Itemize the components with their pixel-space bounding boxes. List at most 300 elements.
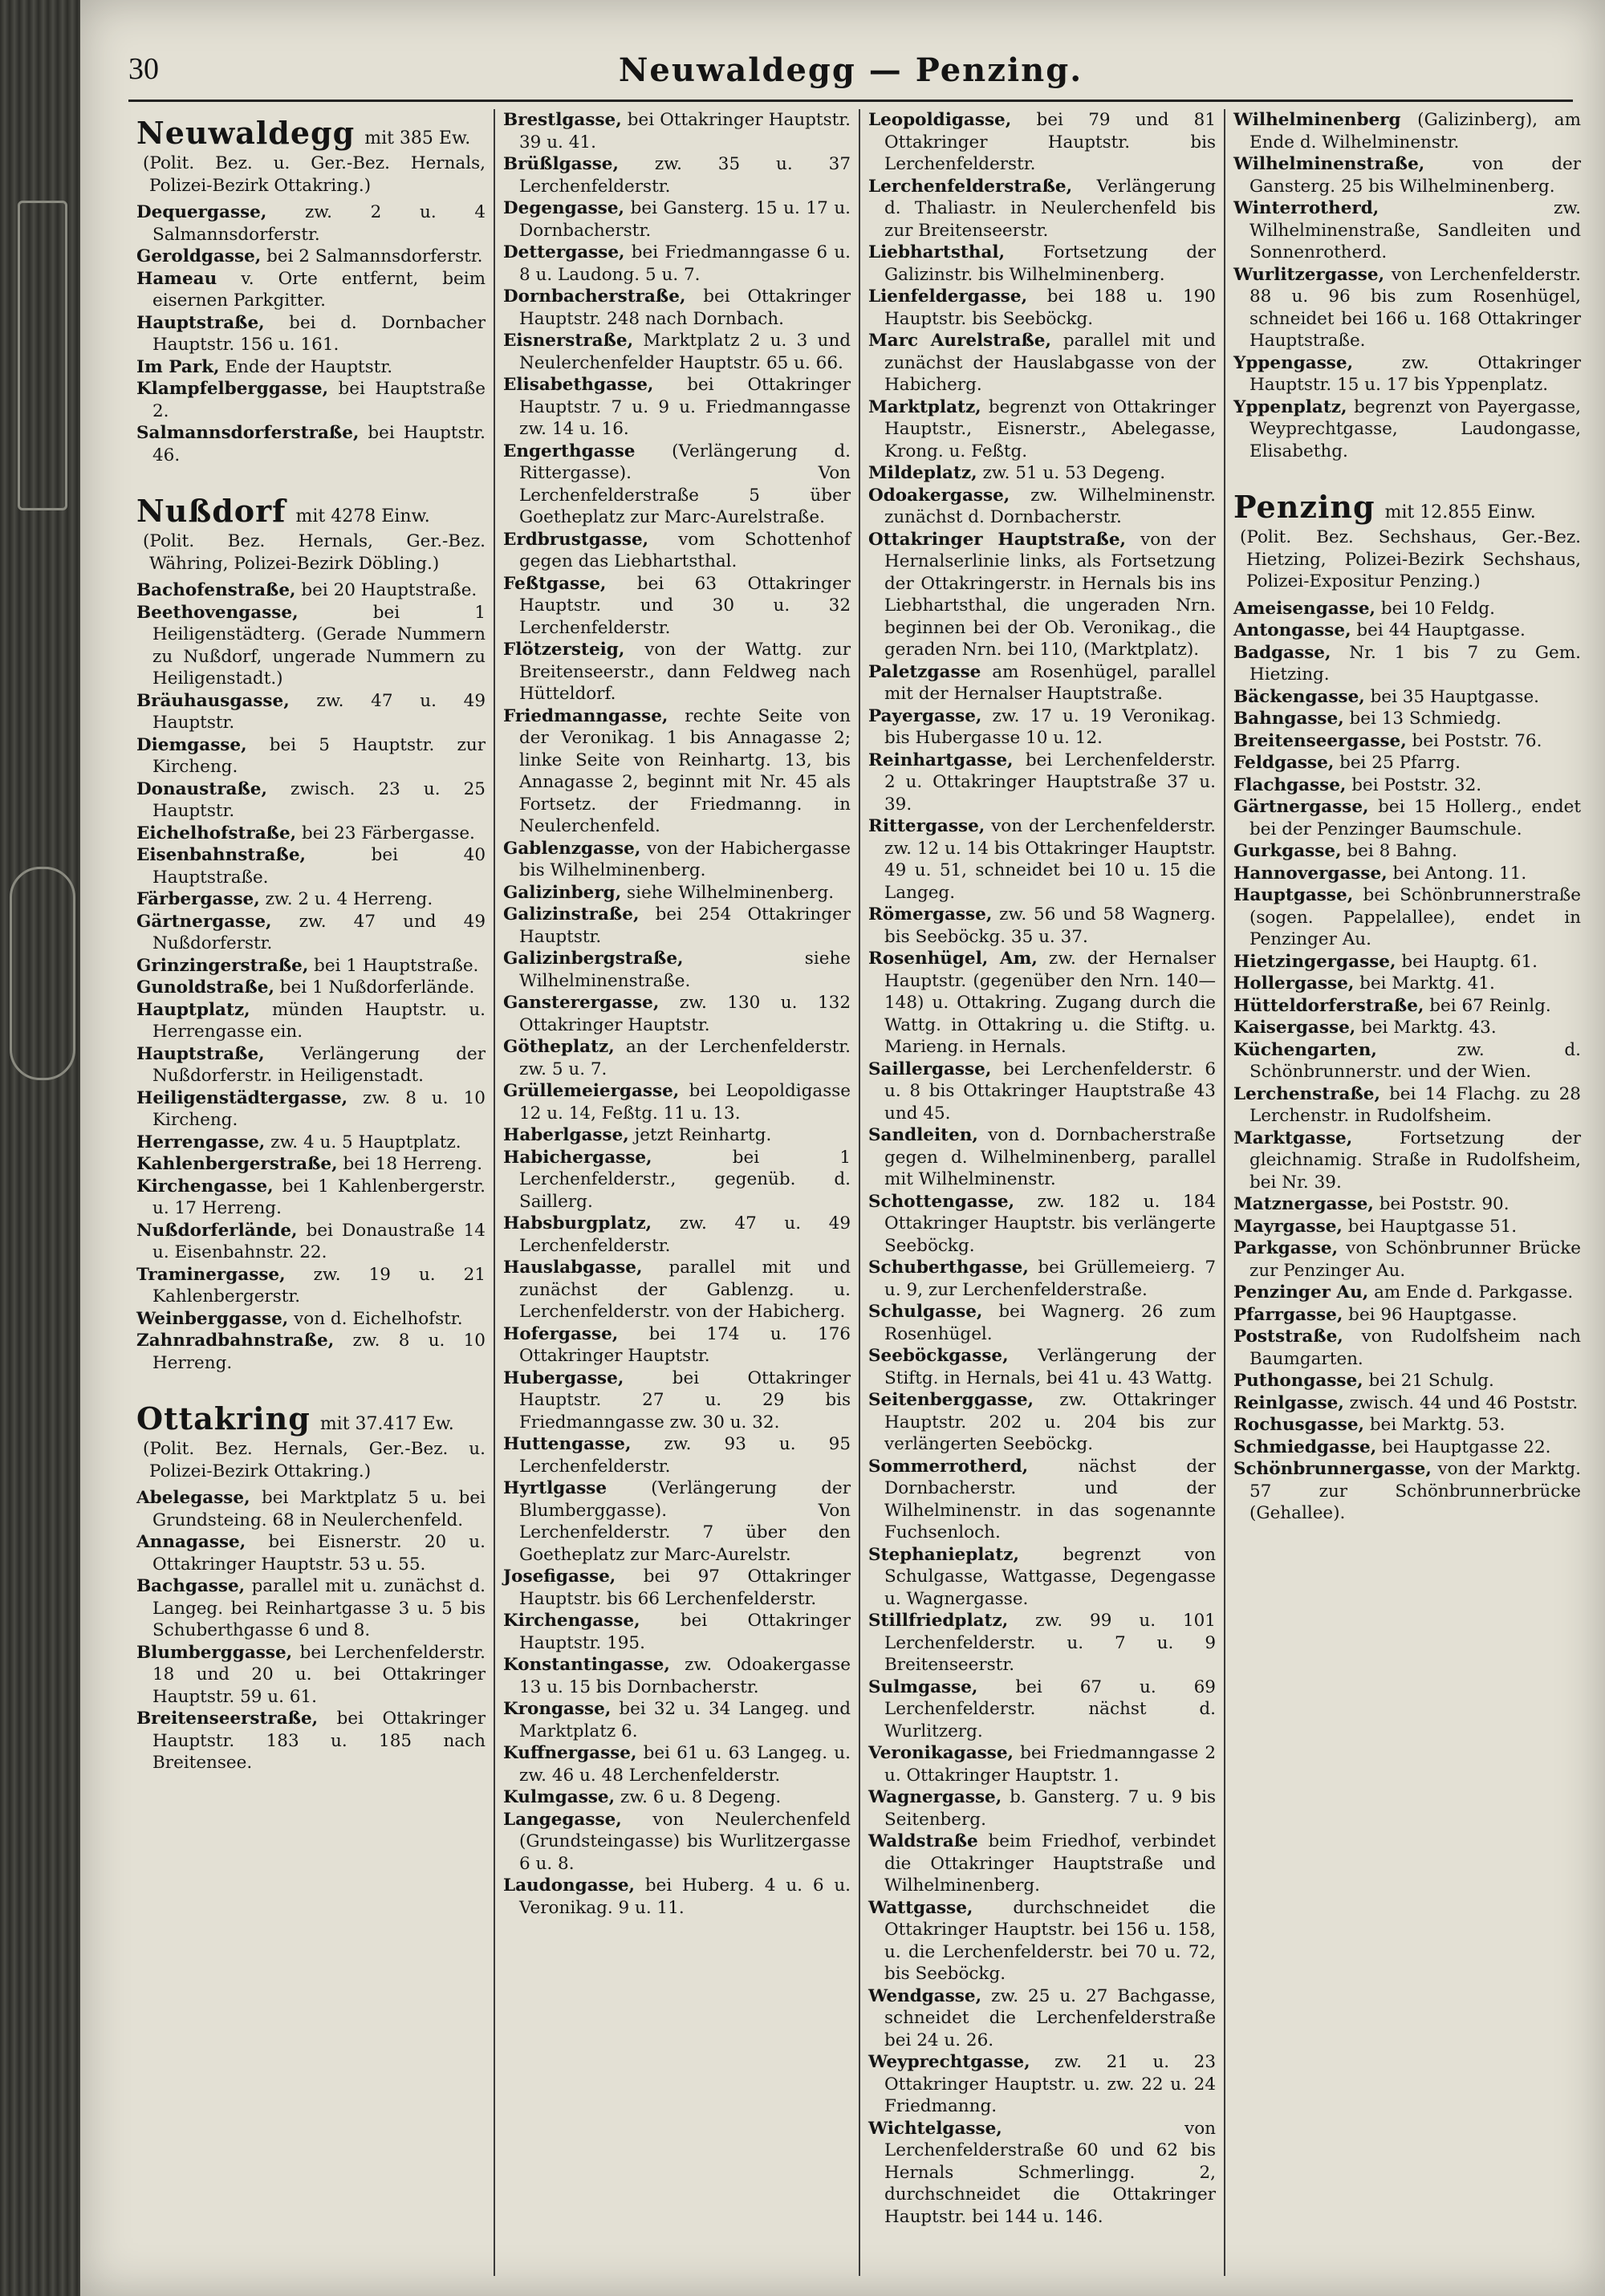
street-location: zw. Ottakringer Hauptstr. 202 u. 204 bis zur verlängerten Seeböckg. (884, 1390, 1216, 1454)
street-entry (136, 690, 486, 734)
street-name: Schuberthgasse, (868, 1258, 1029, 1278)
street-location: bei Wagnerg. 26 zum Rosenhügel. (884, 1302, 1216, 1344)
street-entry (503, 529, 851, 573)
street-entry (136, 1708, 486, 1774)
street-name: Engerthgasse (503, 441, 636, 461)
street-entry (1233, 1414, 1581, 1437)
street-name: Flachgasse, (1233, 774, 1347, 795)
street-entry (868, 904, 1216, 948)
street-name: Hannovergasse, (1233, 863, 1388, 884)
street-name: Konstantingasse, (503, 1655, 670, 1675)
street-entry (1233, 730, 1581, 753)
street-entry (868, 1124, 1216, 1191)
street-entry (1233, 884, 1581, 951)
street-name: Beethovengasse, (136, 602, 299, 623)
street-entry (136, 312, 486, 356)
street-entry (136, 579, 486, 602)
street-entry (503, 441, 851, 529)
street-entry (503, 1367, 851, 1434)
street-entry (136, 246, 486, 268)
street-entry (136, 955, 486, 977)
street-name: Bachofenstraße, (136, 580, 296, 600)
street-location: zw. Wilhelminenstr. zunächst d. Dornbacherstr. (884, 485, 1216, 527)
street-location: durchschneidet die Ottakringer Hauptstr. bei 156 u. 158, u. die Lerchenfelderstr. bei 70 u. 72, bis Seeböckg. (884, 1897, 1216, 1984)
street-location: von d. Dornbacherstraße gegen d. Wilhelminenberg, parallel mit Wilhelminenstr. (884, 1125, 1216, 1189)
street-name: Marc Aurelstraße, (868, 331, 1051, 351)
street-location: zw. Wilhelminenstraße, Sandleiten und Sonnenrotherd. (1249, 198, 1581, 262)
street-name: Kaisergasse, (1233, 1018, 1356, 1038)
street-entry (136, 268, 486, 312)
street-location: bei 61 u. 63 Langeg. u. zw. 46 u. 48 Lerchenfelderstr. (519, 1743, 851, 1786)
street-location: von der Gansterg. 25 bis Wilhelminenberg. (1249, 154, 1581, 197)
street-name: Weyprechtgasse, (868, 2052, 1030, 2072)
street-name: Hyrtlgasse (503, 1478, 607, 1498)
street-name: Schottengasse, (868, 1191, 1015, 1212)
street-entry (136, 1308, 486, 1331)
street-name: Hubergasse, (503, 1367, 624, 1388)
section-name: Nußdorf (136, 493, 286, 529)
street-name: Gärtnergasse, (1233, 797, 1369, 817)
street-entry (136, 1575, 486, 1642)
street-location: von der Lerchenfelderstr. zw. 12 u. 14 bis Ottakringer Hauptstr. 49 u. 51, schneidet bei 10 u. 15 die Langeg. (884, 816, 1216, 903)
street-entry (503, 1124, 851, 1147)
street-location: bei Marktg. 53. (1364, 1415, 1505, 1435)
street-entry (136, 602, 486, 690)
street-location: bei Hauptgasse 22. (1376, 1437, 1551, 1457)
street-location: zw. 2 u. 4 Herreng. (259, 889, 433, 909)
street-location: siehe Wilhelminenstraße. (519, 949, 851, 991)
street-location: bei Hauptstraße 2. (152, 379, 486, 421)
street-entry (868, 242, 1216, 286)
street-entry (1233, 642, 1581, 686)
street-location: bei Huberg. 4 u. 6 u. Veronikag. 9 u. 11. (519, 1875, 851, 1918)
street-location: bei 18 Herreng. (337, 1154, 483, 1174)
street-entry (868, 1345, 1216, 1389)
street-entry (503, 1698, 851, 1742)
street-name: Hauptgasse, (1233, 885, 1354, 905)
street-name: Färbergasse, (136, 889, 260, 909)
population-count: mit 4278 Einw. (295, 506, 430, 526)
street-location: zw. 47 u. 49 Lerchenfelderstr. (519, 1213, 851, 1256)
street-location: bei 1 Heiligenstädterg. (Gerade Nummern zu Nußdorf, ungerade Nummern zu Heiligenstadt.) (152, 602, 486, 689)
street-entry (136, 888, 486, 911)
street-location: parallel mit u. zunächst d. Langeg. bei Reinhartgasse 3 u. 5 bis Schuberthgasse 6 und 8. (152, 1576, 486, 1640)
street-name: Antongasse, (1233, 620, 1351, 640)
street-name: Wurlitzergasse, (1233, 264, 1385, 285)
street-name: Odoakergasse, (868, 485, 1010, 506)
street-location: bei Ottakringer Hauptstr. 39 u. 41. (519, 110, 851, 152)
street-entry (1233, 686, 1581, 709)
street-entry (503, 197, 851, 242)
street-name: Badgasse, (1233, 642, 1331, 663)
street-entry (136, 1531, 486, 1575)
street-location: bei 188 u. 190 Hauptstr. bis Seeböckg. (884, 286, 1216, 329)
street-entry (503, 904, 851, 948)
street-name: Waldstraße (868, 1831, 978, 1851)
street-location: zw. 6 u. 8 Degeng. (615, 1787, 782, 1807)
street-name: Kirchengasse, (136, 1176, 274, 1197)
street-name: Römergasse, (868, 904, 993, 924)
street-entry (503, 374, 851, 441)
street-location: bei 23 Färbergasse. (296, 823, 475, 843)
street-name: Grüllemeiergasse, (503, 1081, 680, 1101)
street-name: Klampfelberggasse, (136, 379, 329, 399)
street-location: bei 1 Hauptstraße. (308, 955, 479, 976)
section-district-info: (Polit. Bez. Hernals, Ger.-Bez. Währing, Polizei-Bezirk Döbling.) (143, 531, 486, 574)
street-name: Laudongasse, (503, 1875, 636, 1896)
street-location: an der Lerchenfelderstr. zw. 5 u. 7. (519, 1037, 851, 1079)
street-entry (1233, 951, 1581, 973)
street-entry (136, 844, 486, 888)
street-location: bei Poststr. 32. (1346, 774, 1482, 795)
column-3 (859, 109, 1224, 2276)
street-location: von d. Eichelhofstr. (288, 1308, 463, 1329)
street-name: Hauptstraße, (136, 1043, 265, 1064)
street-location: von Neulerchenfeld (Grundsteingasse) bis Wurlitzergasse 6 u. 8. (519, 1809, 851, 1874)
column-1 (128, 109, 494, 2276)
street-location: bei 40 Hauptstraße. (152, 845, 486, 888)
street-entry (503, 1257, 851, 1323)
street-name: Zahnradbahnstraße, (136, 1331, 335, 1351)
street-location: zwisch. 44 und 46 Poststr. (1343, 1392, 1579, 1413)
street-location: bei Lerchenfelderstr. 6 u. 8 bis Ottakringer Hauptstraße 43 und 45. (884, 1059, 1216, 1124)
street-entry (136, 977, 486, 999)
street-location: bei Ottakringer Hauptstr. 7 u. 9 u. Friedmanngasse zw. 14 u. 16. (519, 375, 851, 439)
street-entry (1233, 109, 1581, 153)
street-entry (503, 1786, 851, 1809)
street-location: bei 15 Hollerg., endet bei der Penzinger Baumschule. (1249, 797, 1581, 839)
street-location: bei 97 Ottakringer Hauptstr. bis 66 Lerchenfelderstr. (519, 1567, 851, 1609)
street-location: bei Schönbrunnerstraße (sogen. Pappelallee), endet in Penzinger Au. (1249, 885, 1581, 949)
street-name: Ameisengasse, (1233, 598, 1376, 619)
street-location: zw. 130 u. 132 Ottakringer Hauptstr. (519, 993, 851, 1035)
street-location: begrenzt von Schulgasse, Wattgasse, Degengasse u. Wagnergasse. (884, 1544, 1216, 1609)
street-location: bei Ottakringer Hauptstr. 183 u. 185 nach Breitensee. (152, 1709, 486, 1773)
street-entry (503, 1213, 851, 1257)
street-name: Erdbrustgasse, (503, 529, 649, 550)
street-location: zw. der Hernalser Hauptstr. (gegenüber den Nrn. 140—148) u. Ottakring. Zugang durch die Wattg. in Ottakring u. die Stiftg. u. Marieng. in Hernals. (884, 949, 1217, 1057)
street-location: bei 1 Kahlenbergerstr. u. 17 Herreng. (152, 1176, 486, 1218)
street-entry (503, 1477, 851, 1566)
street-location: münden Hauptstr. u. Herrengasse ein. (152, 999, 486, 1042)
street-location: bei Antong. 11. (1387, 863, 1527, 884)
street-name: Friedmanngasse, (503, 705, 668, 726)
street-location: bei 254 Ottakringer Hauptstr. (519, 904, 851, 947)
street-entry (503, 1809, 851, 1875)
street-entry (868, 1610, 1216, 1676)
section-name: Ottakring (136, 1400, 311, 1437)
street-name: Eisnerstraße, (503, 331, 634, 351)
street-entry (136, 356, 486, 379)
street-name: Wagnergasse, (868, 1787, 1002, 1807)
street-location: bei 67 Reinlg. (1424, 995, 1551, 1016)
street-name: Veronikagasse, (868, 1743, 1014, 1763)
street-location: zw. 47 und 49 Nußdorferstr. (152, 911, 486, 953)
street-name: Dequergasse, (136, 202, 267, 222)
street-entry (868, 330, 1216, 396)
street-name: Abelegasse, (136, 1488, 250, 1508)
street-entry (136, 911, 486, 955)
street-name: Feßtgasse, (503, 573, 607, 594)
street-name: Breitenseerstraße, (136, 1709, 319, 1729)
street-location: Verlängerung der Stiftg. in Hernals, bei 41 u. 43 Wattg. (884, 1346, 1216, 1388)
street-name: Krongasse, (503, 1699, 612, 1719)
street-name: Pfarrgasse, (1233, 1304, 1343, 1325)
street-entry (503, 838, 851, 882)
street-entry (868, 750, 1216, 816)
street-location: siehe Wilhelminenberg. (621, 882, 835, 903)
street-location: bei 21 Schulg. (1363, 1371, 1494, 1391)
street-entry (1233, 197, 1581, 264)
street-entry (503, 1433, 851, 1477)
street-location: bei Poststr. 90. (1373, 1194, 1510, 1214)
header-rule (128, 100, 1573, 102)
street-entry (868, 1676, 1216, 1743)
street-location: bei 1 Lerchenfelderstr., gegenüb. d. Saillerg. (519, 1147, 851, 1212)
street-location: Nr. 1 bis 7 zu Gem. Hietzing. (1249, 642, 1581, 685)
section-heading-ottakring (136, 1401, 486, 1437)
street-location: von Rudolfsheim nach Baumgarten. (1249, 1327, 1581, 1369)
street-location: bei Friedmanngasse 2 u. Ottakringer Hauptstr. 1. (884, 1743, 1216, 1786)
street-location: zw. 4 u. 5 Hauptplatz. (265, 1132, 461, 1152)
street-name: Huttengasse, (503, 1434, 632, 1454)
street-entry (1233, 1216, 1581, 1238)
street-entry (136, 1220, 486, 1264)
street-name: Sulmgasse, (868, 1676, 978, 1697)
street-name: Traminergasse, (136, 1264, 286, 1285)
street-location: nächst der Dornbacherstr. und der Wilhelminenstr. in das sogenannte Fuchsenloch. (884, 1456, 1216, 1542)
street-location: zw. 35 u. 37 Lerchenfelderstr. (519, 154, 851, 197)
street-entry (503, 1742, 851, 1786)
page-number: 30 (128, 52, 159, 86)
street-location: zw. 56 und 58 Wagnerg. bis Seeböckg. 35 u. 37. (884, 904, 1216, 947)
street-location: zw. Odoakergasse 13 u. 15 bis Dornbacherstr. (519, 1655, 851, 1697)
street-location: bei 79 und 81 Ottakringer Hauptstr. bis Lerchenfelderstr. (884, 110, 1216, 174)
street-entry (868, 286, 1216, 330)
street-location: von Lerchenfelderstr. 88 u. 96 bis zum Rosenhügel, schneidet bei 166 u. 168 Ottakringer Hauptstraße. (1249, 264, 1581, 351)
street-location: bei d. Dornbacher Hauptstr. 156 u. 161. (152, 312, 486, 355)
street-name: Wendgasse, (868, 1985, 982, 2006)
street-location: Fortsetzung der Galizinstr. bis Wilhelminenberg. (884, 242, 1216, 285)
street-entry (503, 992, 851, 1036)
street-name: Weinberggasse, (136, 1308, 289, 1329)
street-location: von Lerchenfelderstraße 60 und 62 bis Hernals Schmerlingg. 2, durchschneidet die Ottakringer Hauptstr. bei 144 u. 146. (884, 2118, 1216, 2227)
street-location: zw. 47 u. 49 Hauptstr. (152, 690, 486, 733)
street-entry (868, 815, 1216, 904)
street-name: Sandleiten, (868, 1125, 978, 1145)
street-name: Poststraße, (1233, 1327, 1343, 1347)
street-location: bei Friedmanngasse 6 u. 8 u. Laudong. 5 u. 7. (519, 242, 851, 285)
street-entry (868, 1831, 1216, 1897)
street-location: v. Orte entfernt, beim eisernen Parkgitter. (152, 268, 486, 311)
street-name: Schulgasse, (868, 1302, 983, 1322)
street-name: Diemgasse, (136, 734, 247, 755)
street-name: Eisenbahnstraße, (136, 845, 306, 865)
street-entry (503, 1080, 851, 1124)
street-location: beim Friedhof, verbindet die Ottakringer Hauptstraße und Wilhelminenberg. (884, 1831, 1216, 1896)
street-name: Leopoldigasse, (868, 110, 1012, 130)
street-name: Hütteldorferstraße, (1233, 995, 1424, 1016)
street-name: Bräuhausgasse, (136, 690, 290, 711)
street-location: Verlängerung der Nußdorferstr. in Heiligenstadt. (152, 1043, 486, 1086)
street-location: zw. 2 u. 4 Salmannsdorferstr. (152, 202, 486, 245)
street-entry (868, 176, 1216, 242)
street-entry (1233, 1193, 1581, 1216)
street-entry (1233, 1326, 1581, 1370)
street-name: Hietzingergasse, (1233, 951, 1396, 972)
street-name: Galizinberg, (503, 882, 622, 903)
street-name: Langegasse, (503, 1809, 622, 1830)
street-location: jetzt Reinhartg. (628, 1125, 772, 1145)
column-4 (1224, 109, 1589, 2276)
street-entry (503, 153, 851, 197)
street-entry (1233, 264, 1581, 352)
street-entry (503, 1875, 851, 1919)
street-name: Galizinbergstraße, (503, 949, 684, 969)
street-entry (136, 1132, 486, 1154)
street-name: Saillergasse, (868, 1059, 992, 1079)
street-name: Heiligenstädtergasse, (136, 1087, 348, 1108)
street-name: Grinzingerstraße, (136, 955, 309, 976)
street-name: Brüßlgasse, (503, 154, 619, 174)
street-name: Liebhartsthal, (868, 242, 1006, 262)
street-name: Lerchenfelderstraße, (868, 176, 1073, 197)
street-entry (136, 1087, 486, 1132)
street-name: Habsburgplatz, (503, 1213, 652, 1233)
street-name: Bäckengasse, (1233, 686, 1365, 707)
street-location: (Verlängerung der Blumberggasse). Von Lerchenfelderstr. 7 über den Goetheplatz zur Marc-Aurelstr. (519, 1478, 851, 1565)
street-entry (1233, 774, 1581, 797)
street-entry (868, 1257, 1216, 1301)
street-name: Hofergasse, (503, 1323, 619, 1344)
street-entry (868, 485, 1216, 529)
street-location: zwisch. 23 u. 25 Hauptstr. (152, 778, 486, 821)
street-entry (1233, 1017, 1581, 1039)
street-name: Kahlenbergerstraße, (136, 1154, 338, 1174)
street-name: Sommerrotherd, (868, 1456, 1029, 1477)
street-location: zw. 17 u. 19 Veronikag. bis Hubergasse 10 u. 12. (884, 705, 1216, 748)
street-entry (1233, 863, 1581, 885)
street-location: zw. 21 u. 23 Ottakringer Hauptstr. u. zw. 22 u. 24 Friedmanng. (884, 2052, 1216, 2116)
street-entry (868, 529, 1216, 661)
population-count: mit 37.417 Ew. (319, 1414, 454, 1434)
street-name: Marktgasse, (1233, 1128, 1353, 1148)
street-name: Mildeplatz, (868, 463, 977, 483)
street-name: Ottakringer Hauptstraße, (868, 529, 1127, 550)
street-entry (1233, 153, 1581, 197)
street-name: Im Park, (136, 356, 220, 377)
street-entry (136, 1330, 486, 1374)
street-location: Marktplatz 2 u. 3 und Neulerchenfelder Hauptstr. 65 u. 66. (519, 331, 851, 373)
street-name: Hollergasse, (1233, 973, 1355, 994)
street-entry (1233, 1437, 1581, 1459)
street-location: vom Schottenhof gegen das Liebhartsthal. (519, 529, 851, 571)
street-entry (136, 378, 486, 422)
street-location: von der Hernalserlinie links, als Fortsetzung der Ottakringerstr. in Hernals bis ins Liebhartsthal, die ungeraden Nrn. beginnen bei der Ob. Veronikag., die geraden Nrn. bei 110, (Marktplatz). (884, 529, 1217, 660)
street-entry (503, 1147, 851, 1213)
street-entry (136, 1043, 486, 1087)
street-location: zw. 8 u. 10 Kircheng. (152, 1087, 486, 1130)
street-name: Haberlgasse, (503, 1125, 629, 1145)
street-entry (868, 1742, 1216, 1786)
street-location: bei Hauptgasse 51. (1342, 1216, 1518, 1237)
street-name: Breitenseergasse, (1233, 730, 1407, 751)
street-entry (1233, 1083, 1581, 1128)
running-title: Neuwaldegg — Penzing. (618, 51, 1083, 89)
street-name: Feldgasse, (1233, 753, 1335, 773)
street-name: Gurkgasse, (1233, 841, 1342, 861)
street-location: zw. 99 u. 101 Lerchenfelderstr. u. 7 u. 9 Breitenseerstr. (884, 1611, 1216, 1675)
street-name: Degengasse, (503, 198, 625, 218)
street-location: bei 2 Salmannsdorferstr. (261, 246, 483, 266)
street-name: Yppengasse, (1233, 352, 1354, 373)
street-location: bei Eisnerstr. 20 u. Ottakringer Hauptstr. 53 u. 55. (152, 1532, 486, 1575)
street-location: bei Lerchenfelderstr. 18 und 20 u. bei Ottakringer Hauptstr. 59 u. 61. (152, 1642, 486, 1707)
page (80, 0, 1605, 2296)
street-name: Hauptstraße, (136, 312, 265, 333)
population-count: mit 12.855 Einw. (1384, 502, 1536, 522)
book-binding (0, 0, 80, 2296)
street-entry (868, 661, 1216, 705)
street-entry (1233, 995, 1581, 1018)
street-entry (503, 639, 851, 705)
street-location: bei Hauptstr. 46. (152, 423, 486, 465)
street-location: zw. 19 u. 21 Kahlenbergerstr. (152, 1264, 486, 1306)
street-location: von Schönbrunner Brücke zur Penzinger Au. (1249, 1238, 1581, 1281)
street-location: (Galizinberg), am Ende d. Wilhelminenstr. (1249, 110, 1581, 152)
street-name: Hauptplatz, (136, 999, 250, 1020)
street-location: Fortsetzung der gleichnamig. Straße in Rudolfsheim, bei Nr. 39. (1249, 1128, 1581, 1193)
street-location: bei Leopoldigasse 12 u. 14, Feßtg. 11 u. 13. (519, 1081, 851, 1124)
street-entry (868, 1544, 1216, 1611)
street-location: bei Hauptg. 61. (1396, 951, 1538, 972)
street-entry (868, 462, 1216, 485)
street-location: bei 1 Nußdorferlände. (274, 977, 475, 998)
street-entry (868, 396, 1216, 463)
street-location: bei 174 u. 176 Ottakringer Hauptstr. (519, 1323, 851, 1366)
street-entry (1233, 1282, 1581, 1304)
street-location: bei 14 Flachg. zu 28 Lerchenstr. in Rudolfsheim. (1249, 1083, 1581, 1126)
directory-columns (128, 109, 1589, 2276)
street-entry (503, 948, 851, 992)
street-location: bei Ottakringer Hauptstr. 27 u. 29 bis Friedmanngasse zw. 30 u. 32. (519, 1367, 851, 1432)
street-location: bei 13 Schmiedg. (1343, 709, 1501, 729)
street-location: bei 10 Feldg. (1375, 598, 1495, 619)
street-name: Herrengasse, (136, 1132, 266, 1152)
street-name: Puthongasse, (1233, 1371, 1363, 1391)
street-location: bei 44 Hauptgasse. (1351, 620, 1526, 640)
spine-ornament (10, 867, 75, 1080)
street-entry (868, 1191, 1216, 1258)
street-entry (868, 1786, 1216, 1831)
street-name: Habichergasse, (503, 1147, 652, 1168)
street-entry (1233, 1237, 1581, 1282)
street-name: Küchengarten, (1233, 1039, 1377, 1060)
street-entry (868, 2051, 1216, 2118)
street-entry (503, 286, 851, 330)
street-name: Bahngasse, (1233, 709, 1344, 729)
street-entry (868, 2118, 1216, 2229)
street-name: Rosenhügel, Am, (868, 949, 1038, 969)
street-name: Gunoldstraße, (136, 977, 274, 998)
street-location: Verlängerung d. Thaliastr. in Neulerchenfeld bis zur Breitenseerstr. (884, 176, 1216, 241)
street-location: b. Gansterg. 7 u. 9 bis Seitenberg. (884, 1787, 1216, 1830)
street-location: am Rosenhügel, parallel mit der Hernalser Hauptstraße. (884, 661, 1216, 704)
street-name: Gärtnergasse, (136, 911, 272, 932)
street-location: zw. 8 u. 10 Herreng. (152, 1331, 486, 1373)
street-entry (136, 778, 486, 823)
street-location: Ende der Hauptstr. (219, 356, 393, 377)
